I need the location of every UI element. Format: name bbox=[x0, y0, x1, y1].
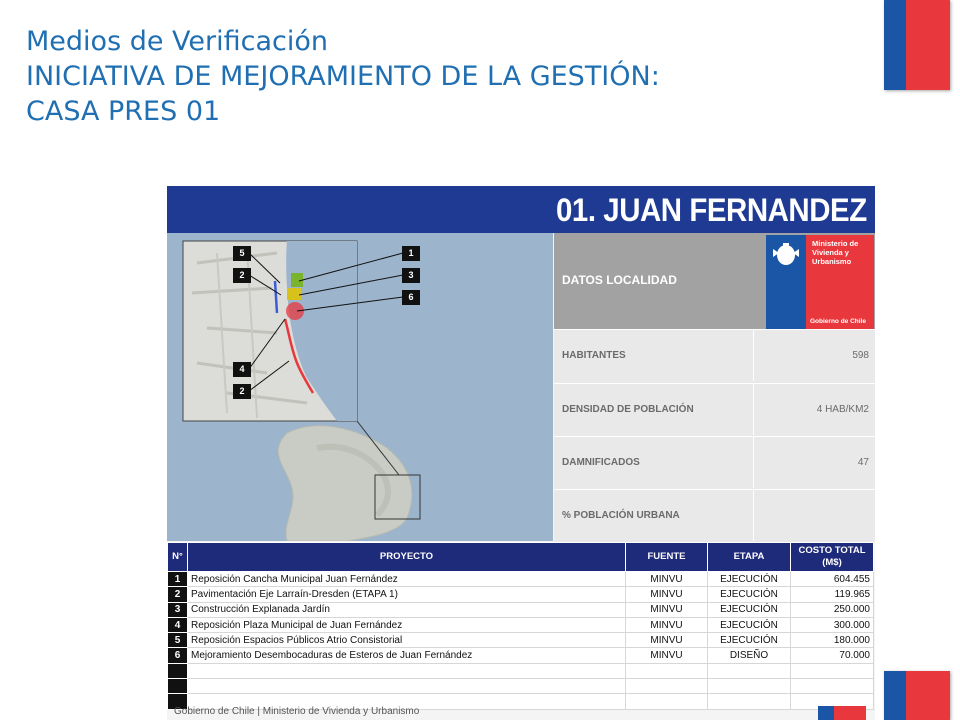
title-line-3: CASA PRES 01 bbox=[26, 96, 221, 127]
map-marker-2-top: 2 bbox=[233, 268, 251, 283]
title-line-1: Medios de Verificación bbox=[26, 26, 329, 57]
locality-map bbox=[167, 233, 553, 541]
locality-panel bbox=[167, 186, 875, 720]
map-graphic bbox=[167, 233, 553, 541]
map-marker-5: 5 bbox=[233, 246, 251, 261]
stat-row-poblacion-urbana: % POBLACIÓN URBANA bbox=[554, 489, 875, 541]
map-marker-4: 4 bbox=[233, 362, 251, 377]
panel-banner bbox=[167, 186, 875, 233]
table-row: 1 Reposición Cancha Municipal Juan Fernández MINVU EJECUCIÓN 604.455 bbox=[168, 572, 874, 587]
coat-of-arms-icon bbox=[770, 241, 802, 267]
map-marker-2-bottom: 2 bbox=[233, 384, 251, 399]
col-header-etapa: ETAPA bbox=[708, 543, 791, 572]
chile-flag-logo-top bbox=[884, 0, 950, 90]
ministry-logo: Ministerio de Vivienda y Urbanismo Gobierno de Chile bbox=[766, 235, 874, 329]
col-header-costo: COSTO TOTAL (M$) bbox=[791, 543, 874, 572]
datos-header bbox=[554, 233, 875, 329]
locality-data bbox=[554, 233, 875, 542]
footer-text: Gobierno de Chile | Ministerio de Vivienda y Urbanismo bbox=[174, 706, 420, 717]
footer-flag-logo bbox=[818, 706, 866, 720]
table-row-empty bbox=[168, 663, 874, 678]
island-landmass bbox=[278, 426, 412, 541]
table-row: 5 Reposición Espacios Públicos Atrio Consistorial MINVU EJECUCIÓN 180.000 bbox=[168, 633, 874, 648]
table-row: 2 Pavimentación Eje Larraín-Dresden (ETAPA 1) MINVU EJECUCIÓN 119.965 bbox=[168, 587, 874, 602]
banner-title: 01. JUAN FERNANDEZ bbox=[556, 192, 867, 228]
project-area-red bbox=[286, 302, 304, 320]
table-row: 4 Reposición Plaza Municipal de Juan Fernández MINVU EJECUCIÓN 300.000 bbox=[168, 617, 874, 632]
table-row-empty bbox=[168, 679, 874, 694]
map-marker-6: 6 bbox=[402, 290, 420, 305]
title-line-2: INICIATIVA DE MEJORAMIENTO DE LA GESTIÓN: bbox=[26, 61, 660, 92]
table-header-row bbox=[168, 543, 874, 572]
slide-title bbox=[26, 24, 660, 129]
col-header-fuente: FUENTE bbox=[626, 543, 708, 572]
datos-label: DATOS LOCALIDAD bbox=[562, 273, 677, 287]
table-row: 3 Construcción Explanada Jardín MINVU EJECUCIÓN 250.000 bbox=[168, 602, 874, 617]
stat-row-damnificados: DAMNIFICADOS 47 bbox=[554, 436, 875, 488]
stat-row-habitantes: HABITANTES 598 bbox=[554, 329, 875, 381]
projects-table bbox=[167, 542, 875, 710]
stat-row-densidad: DENSIDAD DE POBLACIÓN 4 HAB/KM2 bbox=[554, 383, 875, 435]
project-area-yellow bbox=[287, 288, 301, 300]
map-marker-1: 1 bbox=[402, 246, 420, 261]
table-row: 6 Mejoramiento Desembocaduras de Esteros de Juan Fernández MINVU DISEÑO 70.000 bbox=[168, 648, 874, 663]
col-header-num: N° bbox=[168, 543, 188, 572]
chile-flag-logo-bottom bbox=[884, 671, 950, 720]
map-marker-3: 3 bbox=[402, 268, 420, 283]
col-header-proyecto: PROYECTO bbox=[188, 543, 626, 572]
